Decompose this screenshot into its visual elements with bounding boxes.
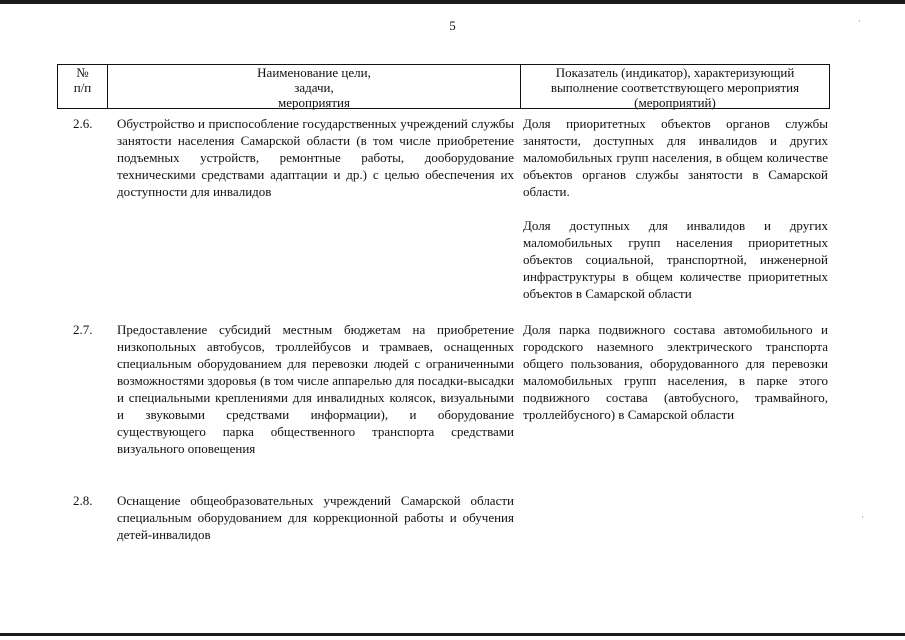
page-number: 5	[449, 18, 456, 33]
header-name-column: Наименование цели, задачи, мероприятия	[108, 65, 521, 108]
row-indicators	[523, 115, 828, 302]
row-indicators	[523, 321, 828, 423]
header-indicator-column: Показатель (индикатор), характеризующий выполнение соответствующего мероприятия (мероприятий)	[550, 65, 800, 110]
row-indicator: Доля приоритетных объектов органов службы занятости, доступных для инвалидов и других маломобильных групп населения, в общем количестве объектов органов службы занятости в Самарской области.	[523, 116, 828, 199]
scan-speck: ·	[858, 16, 861, 26]
row-measure-name: Обустройство и приспособление государственных учреждений службы занятости населения Самарской области (в том числе приобретение подъемных устройств, ремонтные работы, дооборудование техническими средствами адаптации и др.) с целью обеспечения их доступности для инвалидов	[117, 116, 514, 199]
row-measure-name: Оснащение общеобразовательных учреждений Самарской области специальным оборудованием для коррекционной работы и обучения детей-инвалидов	[117, 493, 514, 542]
row-measure-name: Предоставление субсидий местным бюджетам на приобретение низкопольных автобусов, троллейбусов и трамваев, оснащенных специальным оборудованием для перевозки людей с ограниченными возможностями здоровья (в том числе аппарелью для посадки-высадки и специальными креплениями для инвалидных колясок, визуальными и звуковыми средствами информации), и оборудование существующего парка общественного транспорта средствами визуального оповещения	[117, 322, 514, 456]
row-indicator: Доля парка подвижного состава автомобильного и городского наземного электрического транспорта общего пользования, оборудованного для перевозки маломобильных групп населения, в парке этого подвижного состава (автобусного, трамвайного, троллейбусного) в Самарской области	[523, 322, 828, 422]
row-number: 2.8.	[73, 493, 93, 508]
row-number: 2.7.	[73, 322, 93, 337]
scan-speck: ·	[861, 512, 864, 522]
header-number-column: № п/п	[58, 65, 108, 108]
scan-edge-top	[0, 0, 905, 4]
row-number: 2.6.	[73, 116, 93, 131]
row-indicator: Доля доступных для инвалидов и других маломобильных групп населения приоритетных объектов социальной, транспортной, инженерной инфраструктуры в общем количестве приоритетных объектов в Самарской области	[523, 218, 828, 301]
table-header	[57, 64, 830, 109]
scan-edge-bottom	[0, 633, 905, 636]
